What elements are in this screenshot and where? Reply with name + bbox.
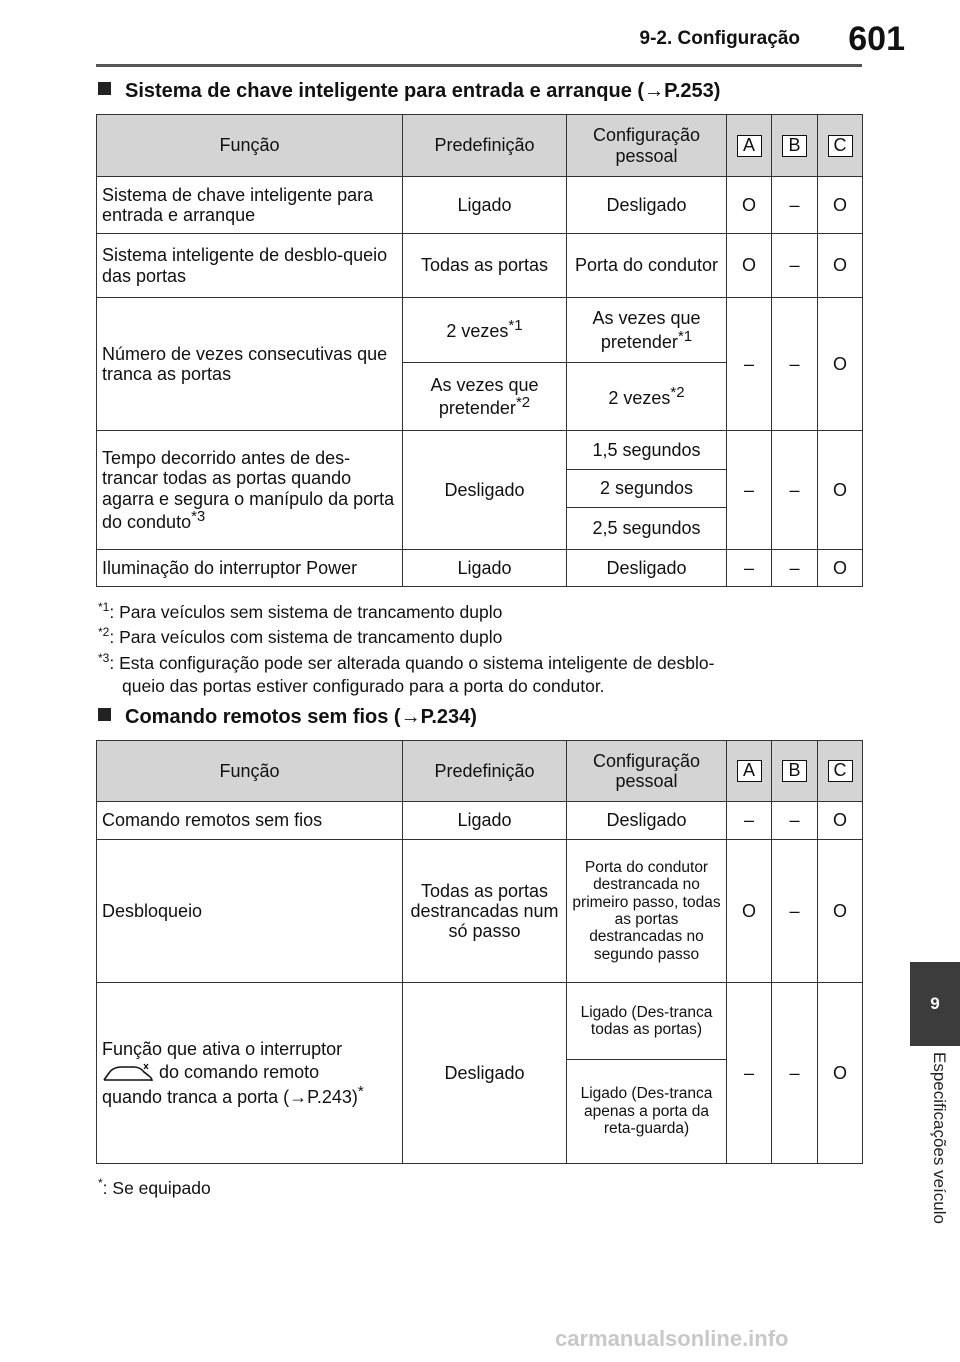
col-header-personal: Configuração pessoal — [567, 741, 727, 802]
cell-personal — [567, 298, 727, 363]
col-header-a: A — [737, 760, 762, 782]
col-header-function: Função — [97, 115, 403, 177]
cell-function: Desbloqueio — [97, 840, 403, 983]
cell-default: Desligado — [403, 983, 567, 1164]
footnote-text: : Esta configuração pode ser alterada quando o sistema inteligente de desblo- — [109, 652, 715, 673]
cell-text: 2 vezes — [608, 387, 671, 408]
cell-b: – — [772, 177, 818, 234]
footnote-2 — [98, 625, 502, 649]
cell-personal: Desligado — [567, 802, 727, 840]
cell-a: – — [727, 802, 772, 840]
cell-function: Iluminação do interruptor Power — [97, 550, 403, 587]
col-header-function: Função — [97, 741, 403, 802]
footnote-ref: * — [357, 1082, 364, 1100]
table-row — [97, 840, 863, 983]
cell-a: – — [727, 431, 772, 550]
cell-text-line — [102, 1060, 397, 1084]
col-header-c: C — [828, 135, 853, 157]
table-header-row — [97, 741, 863, 802]
footnote-mark: * — [98, 1176, 103, 1190]
footnote-text: : Para veículos sem sistema de trancamento duplo — [109, 601, 503, 622]
cell-text: quando tranca a porta (→P.243) — [102, 1086, 358, 1107]
cell-b: – — [772, 298, 818, 431]
cell-default: Todas as portas destrancadas num só passo — [403, 840, 567, 983]
footnote-mark: *1 — [98, 600, 110, 614]
cell-function: Sistema de chave inteligente para entrada e arranque — [97, 177, 403, 234]
cell-c: O — [818, 431, 863, 550]
cell-a: – — [727, 550, 772, 587]
settings-table-remote — [96, 740, 863, 1164]
footnote-ref: *1 — [677, 327, 693, 345]
cell-personal: 1,5 segundos — [567, 431, 727, 470]
col-header-a: A — [737, 135, 762, 157]
page-number: 601 — [848, 20, 905, 58]
section-title-text: Sistema de chave inteligente para entrada e arranque (→P.253) — [125, 80, 721, 102]
cell-personal: Desligado — [567, 550, 727, 587]
cell-b: – — [772, 983, 818, 1164]
cell-default: Ligado — [403, 177, 567, 234]
section-heading: 9-2. Configuração — [639, 28, 800, 49]
table-row — [97, 431, 863, 470]
cell-personal — [567, 363, 727, 431]
cell-text: 2 vezes — [446, 321, 509, 342]
section-title-text: Comando remotos sem fios (→P.234) — [125, 706, 477, 728]
watermark-text: carmanualsonline.info — [555, 1326, 789, 1351]
cell-a: O — [727, 840, 772, 983]
col-header-default: Predefinição — [403, 115, 567, 177]
cell-c: O — [818, 298, 863, 431]
cell-function: Número de vezes consecutivas que tranca as portas — [97, 298, 403, 431]
car-lock-icon — [102, 1060, 154, 1084]
cell-personal: 2 segundos — [567, 470, 727, 508]
cell-b: – — [772, 234, 818, 298]
cell-personal: Ligado (Des-tranca todas as portas) — [567, 983, 727, 1060]
table-header-row — [97, 115, 863, 177]
table-row — [97, 983, 863, 1060]
cell-personal: Ligado (Des-tranca apenas a porta da reta-guarda) — [567, 1060, 727, 1164]
cell-text: As vezes que pretender — [430, 374, 539, 418]
cell-c: O — [818, 840, 863, 983]
footnote-text: : Se equipado — [102, 1177, 211, 1198]
cell-text: do comando remoto — [159, 1061, 320, 1082]
col-header-personal: Configuração pessoal — [567, 115, 727, 177]
cell-a: – — [727, 983, 772, 1164]
footnote-equipped — [98, 1176, 211, 1200]
cell-function — [97, 431, 403, 550]
cell-a: O — [727, 234, 772, 298]
header-divider — [96, 64, 862, 67]
col-header-default: Predefinição — [403, 741, 567, 802]
section-title-remote — [98, 706, 477, 729]
cell-default: Ligado — [403, 802, 567, 840]
table-row — [97, 177, 863, 234]
cell-b: – — [772, 840, 818, 983]
footnote-1 — [98, 600, 502, 624]
section-title-smart-key — [98, 80, 720, 103]
cell-function: Comando remotos sem fios — [97, 802, 403, 840]
footnote-ref: *1 — [508, 317, 523, 335]
cell-b: – — [772, 550, 818, 587]
col-header-c: C — [828, 760, 853, 782]
cell-text: As vezes que pretender — [592, 308, 701, 352]
footnote-ref: *3 — [191, 507, 206, 525]
footnote-3 — [98, 651, 714, 697]
cell-function: Sistema inteligente de desblo-queio das portas — [97, 234, 403, 298]
cell-c: O — [818, 802, 863, 840]
cell-text: Função que ativa o interruptor — [102, 1039, 343, 1060]
cell-c: O — [818, 177, 863, 234]
cell-personal: Porta do condutor destrancada no primeiro passo, todas as portas destrancadas no segundo passo — [567, 840, 727, 983]
cell-default: Todas as portas — [403, 234, 567, 298]
cell-b: – — [772, 431, 818, 550]
cell-c: O — [818, 983, 863, 1164]
table-row — [97, 234, 863, 298]
table-row — [97, 802, 863, 840]
table-row — [97, 550, 863, 587]
chapter-label: Especificações veículo — [930, 1052, 949, 1224]
footnote-ref: *2 — [670, 383, 685, 401]
footnote-mark: *3 — [98, 651, 110, 665]
cell-c: O — [818, 234, 863, 298]
square-bullet-icon — [98, 708, 111, 721]
col-header-b: B — [782, 135, 807, 157]
chapter-tab: 9 — [910, 962, 960, 1046]
cell-default: Ligado — [403, 550, 567, 587]
cell-personal: Porta do condutor — [567, 234, 727, 298]
footnote-ref: *2 — [515, 394, 531, 411]
cell-personal: 2,5 segundos — [567, 508, 727, 550]
footnote-text-continued: queio das portas estiver configurado para a porta do condutor. — [122, 675, 605, 696]
footnote-mark: *2 — [98, 625, 110, 639]
cell-default — [403, 363, 567, 431]
cell-default: Desligado — [403, 431, 567, 550]
square-bullet-icon — [98, 82, 111, 95]
cell-function — [97, 983, 403, 1164]
table-row — [97, 298, 863, 363]
cell-b: – — [772, 802, 818, 840]
cell-a: – — [727, 298, 772, 431]
col-header-b: B — [782, 760, 807, 782]
cell-c: O — [818, 550, 863, 587]
cell-default — [403, 298, 567, 363]
cell-a: O — [727, 177, 772, 234]
cell-text: Tempo decorrido antes de des-trancar todas as portas quando agarra e segura o manípulo da porta do conduto — [102, 448, 395, 532]
footnote-text: : Para veículos com sistema de trancamento duplo — [109, 626, 503, 647]
settings-table-smart-key — [96, 114, 863, 587]
cell-personal: Desligado — [567, 177, 727, 234]
